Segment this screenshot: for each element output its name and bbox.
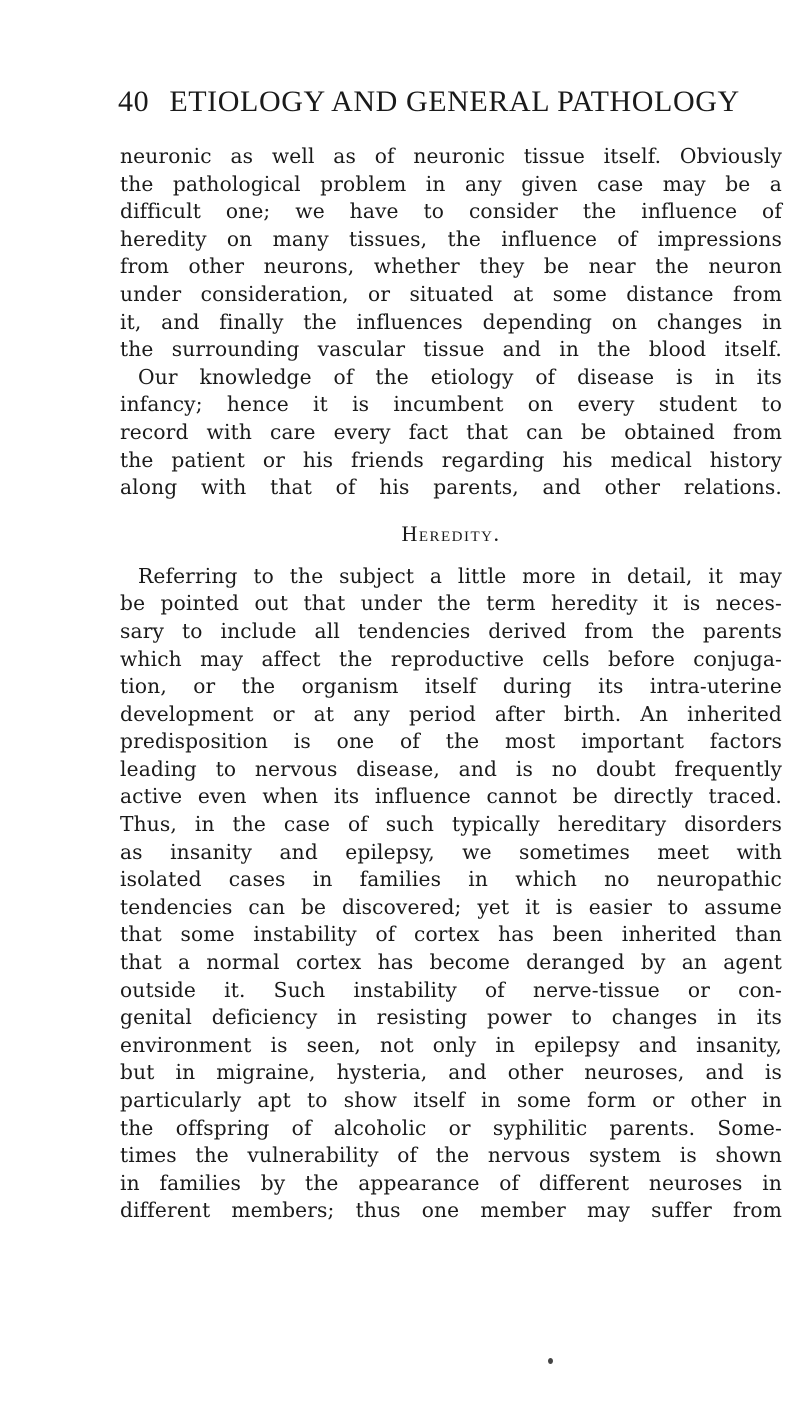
text-line: from other neurons, whether they be near the neuron (120, 254, 782, 279)
text-line: active even when its influence cannot be directly traced. (120, 784, 782, 809)
text-line: the surrounding vascular tissue and in the blood itself. (120, 337, 782, 362)
text-line: but in migraine, hysteria, and other neuroses, and is (120, 1060, 782, 1085)
text-line: sary to include all tendencies derived from the parents (120, 618, 782, 643)
text-line: it, and finally the influences depending on changes in (120, 309, 782, 334)
section-heading-text: Heredity. (401, 520, 501, 546)
text-line: particularly apt to show itself in some form or other in (120, 1088, 782, 1112)
text-line: be pointed out that under the term heredity it is neces- (120, 591, 782, 616)
text-line: that some instability of cortex has been inherited than (120, 922, 782, 947)
text-line: infancy; hence it is incumbent on every student to (120, 392, 782, 417)
text-line: as insanity and epilepsy, we sometimes meet with (120, 839, 782, 864)
text-line: that a normal cortex has become deranged by an agent (120, 950, 782, 975)
text-line: tion, or the organism itself during its intra-uterine (120, 674, 782, 699)
ink-speck (548, 1358, 553, 1364)
text-line: the patient or his friends regarding his medical history (120, 447, 782, 472)
text-line: leading to nervous disease, and is no doubt frequently (120, 756, 782, 781)
text-line: isolated cases in families in which no neuropathic (120, 867, 782, 892)
text-line: record with care every fact that can be obtained from (120, 419, 782, 444)
body-text (120, 143, 782, 1225)
text-line: different members; thus one member may suffer from (120, 1198, 782, 1223)
text-line: along with that of his parents, and other relations. (120, 475, 782, 500)
page-number: 40 (118, 85, 150, 118)
text-line: neuronic as well as of neuronic tissue itself. Obviously (120, 144, 782, 168)
running-title: ETIOLOGY AND GENERAL PATHOLOGY (169, 85, 740, 118)
running-header (118, 82, 778, 122)
text-line: which may affect the reproductive cells before conjuga- (120, 646, 782, 671)
text-line: heredity on many tissues, the influence of impressions (120, 226, 782, 251)
text-line: genital deficiency in resisting power to changes in its (120, 1005, 782, 1030)
section-heading (120, 502, 782, 563)
text-line: outside it. Such instability of nerve-tissue or con- (120, 977, 782, 1002)
text-line: under consideration, or situated at some distance from (120, 281, 782, 306)
text-line: Referring to the subject a little more in detail, it may (138, 563, 782, 588)
text-line: in families by the appearance of different neuroses in (120, 1170, 782, 1195)
text-line: the pathological problem in any given case may be a (120, 171, 782, 196)
text-line: the offspring of alcoholic or syphilitic parents. Some- (120, 1115, 782, 1140)
text-line: tendencies can be discovered; yet it is easier to assume (120, 894, 782, 919)
text-line: times the vulnerability of the nervous system is shown (120, 1143, 782, 1168)
text-line: Thus, in the case of such typically hereditary disorders (120, 812, 782, 837)
text-line: difficult one; we have to consider the influence of (120, 199, 782, 224)
text-line: predisposition is one of the most important factors (120, 729, 782, 754)
text-line: Our knowledge of the etiology of disease is in its (138, 364, 782, 389)
text-line: development or at any period after birth. An inherited (120, 701, 782, 726)
text-line: environment is seen, not only in epilepsy and insanity, (120, 1032, 782, 1057)
